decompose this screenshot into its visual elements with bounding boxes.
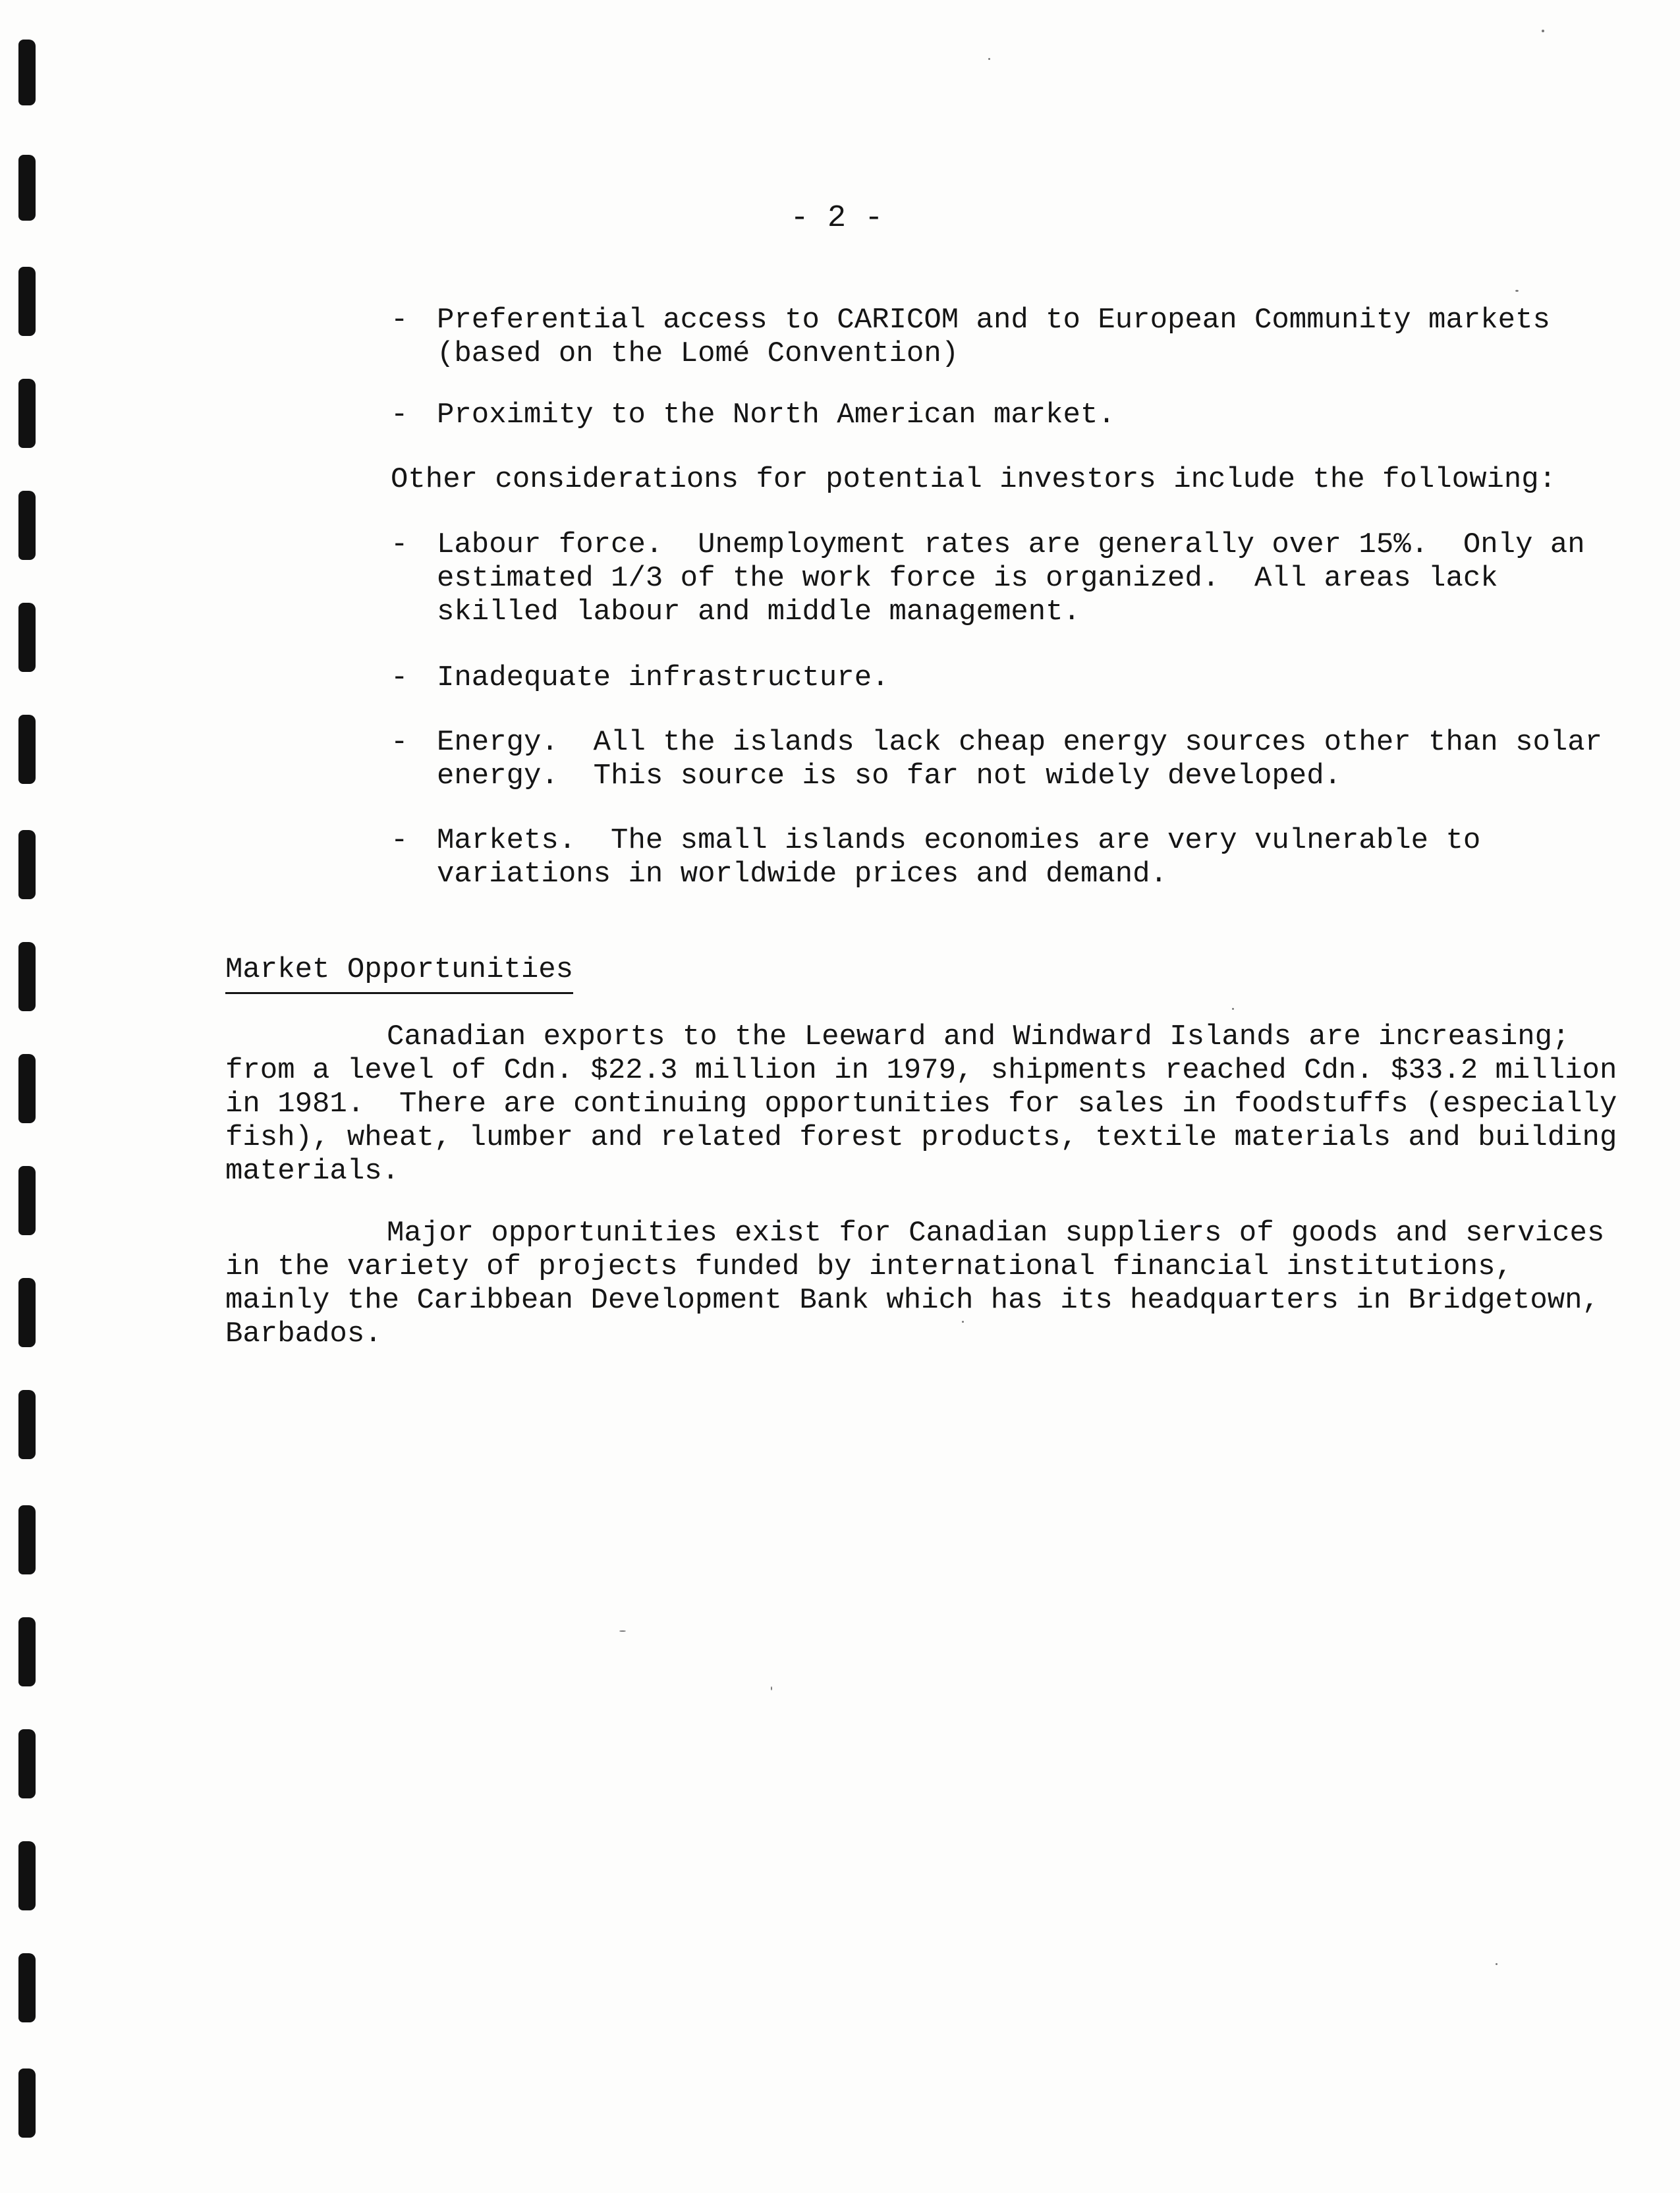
paragraph-line: in 1981. There are continuing opportunities for sales in foodstuffs (especially (225, 1088, 1617, 1121)
binding-hole (18, 830, 36, 899)
page-number: - 2 - (790, 201, 883, 236)
intro-text: Other considerations for potential investors include the following: (391, 463, 1557, 496)
bullet-dash: - (391, 661, 408, 694)
bullet-dash: - (391, 824, 408, 857)
binding-hole (18, 1729, 36, 1798)
list-item-line: Energy. All the islands lack cheap energy sources other than solar (437, 726, 1603, 759)
paragraph (225, 1217, 1604, 1351)
scan-speck (1232, 1008, 1234, 1010)
bullet-dash: - (391, 304, 408, 337)
paragraph-line: Barbados. (225, 1318, 382, 1350)
paragraph-line: fish), wheat, lumber and related forest products, textile materials and building (225, 1121, 1617, 1154)
binding-hole (18, 1166, 36, 1235)
list-item-text (437, 661, 889, 695)
binding-hole (18, 603, 36, 672)
scan-speck (1496, 1963, 1498, 1965)
binding-holes (0, 0, 59, 2193)
list-item-line: skilled labour and middle management. (437, 596, 1080, 628)
binding-hole (18, 1390, 36, 1459)
binding-hole (18, 1953, 36, 2022)
list-item-text (437, 824, 1480, 891)
list-item-line: variations in worldwide prices and demand. (437, 858, 1167, 891)
section-heading: Market Opportunities (225, 953, 573, 994)
bullet-dash: - (391, 399, 408, 431)
list-item-line: Markets. The small islands economies are very vulnerable to (437, 824, 1481, 857)
binding-hole (18, 2068, 36, 2138)
binding-hole (18, 1505, 36, 1574)
scan-speck (988, 58, 990, 60)
paragraph-line: mainly the Caribbean Development Bank which has its headquarters in Bridgetown, (225, 1284, 1600, 1317)
list-item-line: energy. This source is so far not widely developed. (437, 760, 1342, 792)
list-item-line: Labour force. Unemployment rates are generally over 15%. Only an (437, 528, 1585, 561)
binding-hole (18, 267, 36, 336)
list-item-line: estimated 1/3 of the work force is organized. All areas lack (437, 562, 1498, 595)
paragraph-line: from a level of Cdn. $22.3 million in 1979, shipments reached Cdn. $33.2 million (225, 1054, 1617, 1087)
list-item-line: (based on the Lomé Convention) (437, 337, 959, 370)
paragraph-line: Canadian exports to the Leeward and Windward Islands are increasing; (387, 1020, 1570, 1053)
scan-speck (1542, 30, 1544, 32)
binding-hole (18, 155, 36, 221)
binding-hole (18, 40, 36, 105)
list-item-text (437, 304, 1550, 371)
binding-hole (18, 1054, 36, 1123)
paragraph-line: Major opportunities exist for Canadian suppliers of goods and services (387, 1217, 1605, 1250)
paragraph-line: in the variety of projects funded by international financial institutions, (225, 1250, 1513, 1283)
bullet-dash: - (391, 726, 408, 759)
list-item-text (437, 726, 1602, 793)
binding-hole (18, 942, 36, 1011)
paragraph (225, 1020, 1617, 1188)
binding-hole (18, 715, 36, 784)
scan-speck (771, 1686, 772, 1690)
bullet-dash: - (391, 528, 408, 561)
binding-hole (18, 1278, 36, 1347)
list-item-text (437, 399, 1115, 432)
scan-speck (1515, 290, 1519, 292)
binding-hole (18, 491, 36, 560)
list-item-line: Preferential access to CARICOM and to European Community markets (437, 304, 1550, 337)
list-item-line: Proximity to the North American market. (437, 399, 1115, 431)
list-item-line: Inadequate infrastructure. (437, 661, 889, 694)
binding-hole (18, 1841, 36, 1910)
binding-hole (18, 379, 36, 448)
paragraph-line: materials. (225, 1155, 400, 1188)
binding-hole (18, 1617, 36, 1686)
list-item-text (437, 528, 1585, 629)
scan-speck (619, 1630, 626, 1632)
